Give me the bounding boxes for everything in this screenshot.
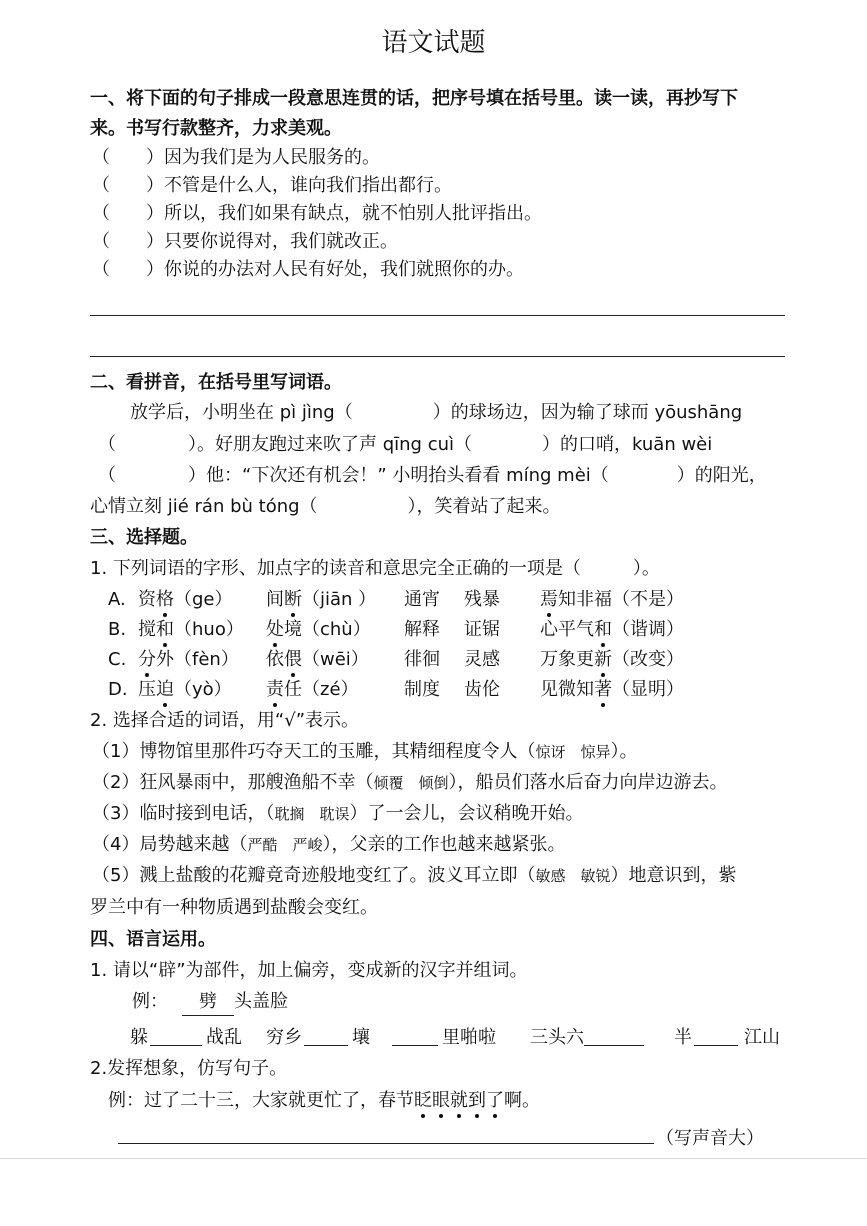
answer-bracket[interactable]: （ ） (92, 147, 164, 168)
order-item: （ ）你说的办法对人民有好处，我们就照你的办。 (92, 259, 524, 280)
option-row-d[interactable]: D. 压迫（yò） 责任（zé） 制度 齿伦 见微知著（显明） (108, 679, 684, 700)
example-answer: 劈 (182, 989, 234, 1016)
question-4-2: 2.发挥想象，仿写句子。 (90, 1058, 288, 1079)
word-choices[interactable]: 严酷 严峻 (247, 836, 323, 854)
word-choices[interactable]: 倾覆 倾倒 (373, 774, 449, 792)
question-1: 1. 下列词语的字形、加点字的读音和意思完全正确的一项是（ ）。 (90, 558, 660, 579)
answer-bracket[interactable]: （ ） (92, 175, 164, 196)
question-2: 2. 选择合适的词语，用“√”表示。 (90, 710, 360, 731)
copy-writing-line[interactable] (90, 315, 785, 316)
section1-heading-line2: 来。书写行款整齐，力求美观。 (90, 118, 342, 139)
option-row-a[interactable]: A. 资格（ge） 间断（jiān ） 通宵 残暴 焉知非福（不是） (108, 589, 684, 610)
compose-row: 躲 战乱 穷乡 壤 里啪啦 三头六 半 江山 (130, 1027, 780, 1048)
option-row-c[interactable]: C. 分外（fèn） 依偎（wēi） 徘徊 灵感 万象更新（改变） (108, 649, 684, 670)
fill-blank[interactable] (304, 1027, 348, 1046)
choice-sentence: （4）局势越来越（严酷 严峻），父亲的工作也越来越紧张。 (92, 834, 566, 855)
question-4-1: 1. 请以“辟”为部件，加上偏旁，变成新的汉字并组词。 (90, 960, 528, 981)
choice-sentence: （2）狂风暴雨中，那艘渔船不幸（倾覆 倾倒），船员们落水后奋力向岸边游去。 (92, 772, 728, 793)
example-line: 例： 劈 头盖脸 (132, 989, 288, 1016)
section3-heading: 三、选择题。 (90, 527, 198, 548)
word-choices[interactable]: 惊讶 惊异 (535, 743, 611, 761)
option-row-b[interactable]: B. 搅和（huo） 处境（chù） 解释 证锯 心平气和（谐调） (108, 619, 684, 640)
answer-bracket[interactable]: （ ） (92, 259, 164, 280)
page-title: 语文试题 (381, 28, 486, 58)
choice-sentence: （5）溅上盐酸的花瓣竟奇迹般地变红了。波义耳立即（敏感 敏锐）地意识到，紫 (92, 865, 737, 886)
choice-sentence: （3）临时接到电话，（耽搁 耽误）了一会儿，会议稍晚开始。 (92, 803, 584, 824)
answer-bracket[interactable]: （ ） (92, 231, 164, 252)
order-item: （ ）不管是什么人，谁向我们指出都行。 (92, 175, 452, 196)
order-item: （ ）只要你说得对，我们就改正。 (92, 231, 398, 252)
fill-blank[interactable] (694, 1027, 738, 1046)
pinyin-line-1: 放学后，小明坐在 pì jìng（ ）的球场边，因为输了球而 yōushāng (130, 402, 743, 423)
choice-sentence: （1）博物馆里那件巧夺天工的玉雕，其精细程度令人（惊讶 惊异）。 (92, 741, 638, 762)
example-sentence: 例：过了二十三，大家就更忙了，春节眨眼就到了啊。 (108, 1090, 540, 1111)
section1-heading-line1: 一、将下面的句子排成一段意思连贯的话，把序号填在括号里。读一读，再抄写下 (90, 88, 738, 109)
imitation-writing-line[interactable] (118, 1143, 654, 1144)
order-item: （ ）所以，我们如果有缺点，就不怕别人批评指出。 (92, 203, 542, 224)
fill-blank[interactable] (150, 1027, 202, 1046)
copy-writing-line[interactable] (90, 356, 785, 357)
page-bottom-divider (0, 1158, 867, 1159)
answer-bracket[interactable]: （ ） (92, 203, 164, 224)
choice-sentence-continued: 罗兰中有一种物质遇到盐酸会变红。 (90, 897, 378, 918)
pinyin-line-4: 心情立刻 jié rán bù tóng（ ），笑着站了起来。 (90, 496, 561, 517)
section4-heading: 四、语言运用。 (90, 929, 216, 950)
pinyin-line-3: （ ）他：“下次还有机会！” 小明抬头看看 míng mèi（ ）的阳光， (98, 465, 767, 486)
writing-hint: （写声音大） (656, 1128, 764, 1149)
fill-blank[interactable] (584, 1027, 644, 1046)
fill-blank[interactable] (392, 1027, 438, 1046)
word-choices[interactable]: 耽搁 耽误 (274, 805, 350, 823)
pinyin-line-2: （ ）。好朋友跑过来吹了声 qīng cuì（ ）的口哨，kuān wèi (98, 434, 713, 455)
order-item: （ ）因为我们是为人民服务的。 (92, 147, 380, 168)
section2-heading: 二、看拼音，在括号里写词语。 (90, 372, 342, 393)
word-choices[interactable]: 敏感 敏锐 (535, 867, 611, 885)
